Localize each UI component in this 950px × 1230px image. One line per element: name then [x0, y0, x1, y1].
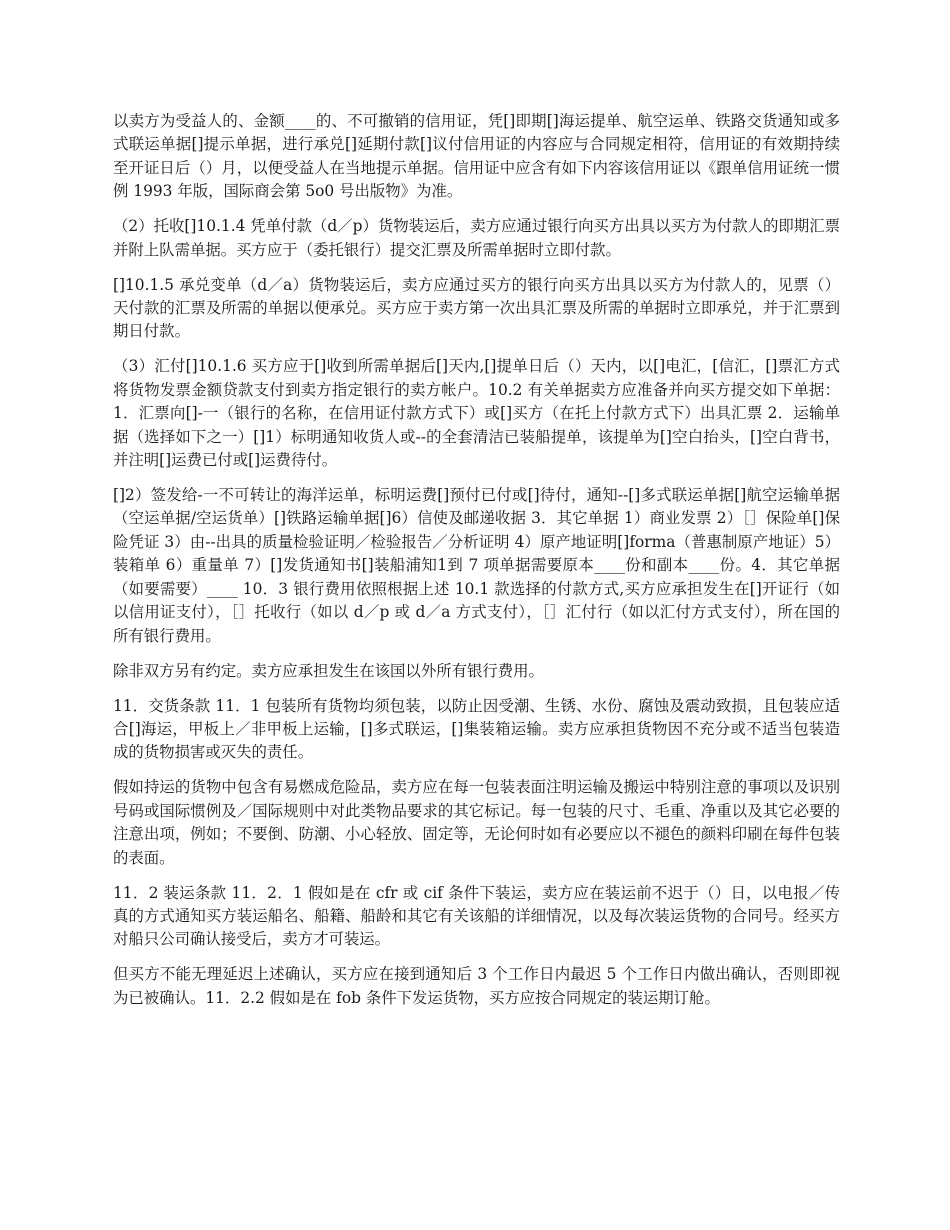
- paragraph-letter-of-credit: 以卖方为受益人的、金额____的、不可撤销的信用证，凭[]即期[]海运提单、航空运单、铁路交货通知或多式联运单据[]提示单据，进行承兑[]延期付款[]议付信用证的内容应与合同规定相符，信用证的有效期持续至开证日后（）月，以便受益人在当地提示单据。信用证中应含有如下内容该信用证以《跟单信用证统一惯例 1993 年版，国际商会第 5o0 号出版物》为准。: [113, 112, 840, 201]
- paragraph-shipping-documents: []2）签发给-一不可转让的海洋运单，标明运费[]预付已付或[]待付，通知--[]多式联运单据[]航空运输单据（空运单据/空运货单）[]铁路运输单据[]6）信使及邮递收据 3．其它单据 1）商业发票 2）［］保险单[]保险凭证 3）由--出具的质量检验证明／检验报告／分析证明 4）原产地证明[]forma（普惠制原产地证）5）装箱单 6）重量单 7）[]发货通知书[]装船浦知1到 7 项单据需要原本____份和副本____份。4．其它单据（如要需要）____ 10．3 银行费用依照根据上述 10.1 款选择的付款方式,买方应承担发生在[]开证行（如以信用证支付），［］托收行（如以 d／p 或 d／a 方式支付），［］汇付行（如以汇付方式支付），所在国的所有银行费用。: [113, 486, 840, 645]
- paragraph-shipment-terms: 11．2 装运条款 11．2．1 假如是在 cfr 或 cif 条件下装运，卖方应在装运前不迟于（）日，以电报／传真的方式通知买方装运船名、船籍、船龄和其它有关该船的详细情况，以及每次装运货物的合同号。经买方对船只公司确认接受后，卖方才可装运。: [113, 883, 840, 949]
- paragraph-collection-dp: （2）托收[]10.1.4 凭单付款（d／p）货物装运后，卖方应通过银行向买方出具以买方为付款人的即期汇票并附上队需单据。买方应于（委托银行）提交汇票及所需单据时立即付款。: [113, 217, 840, 259]
- paragraph-collection-da: []10.1.5 承兑变单（d／a）货物装运后，卖方应通过买方的银行向买方出具以买方为付款人的，见票（）天付款的汇票及所需的单据以便承兑。买方应于卖方第一次出具汇票及所需的单据时立即承兑，并于汇票到期日付款。: [113, 275, 840, 341]
- document-body: [113, 110, 840, 1022]
- paragraph-packing: 11．交货条款 11．1 包装所有货物均须包装，以防止因受潮、生锈、水份、腐蚀及震动致损，且包装应适合[]海运，甲板上／非甲板上运输，[]多式联运，[]集装箱运输。卖方应承担货物因不充分或不适当包装造成的货物损害或灭失的责任。: [113, 696, 840, 762]
- paragraph-bank-charges: 除非双方另有约定。卖方应承担发生在该国以外所有银行费用。: [113, 661, 544, 680]
- paragraph-dangerous-goods: 假如持运的货物中包含有易燃成危险品，卖方应在每一包装表面注明运输及搬运中特别注意的事项以及识别号码或国际惯例及／国际规则中对此类物品要求的其它标记。每一包装的尺寸、毛重、净重以及其它必要的注意出项，例如；不要倒、防潮、小心轻放、固定等，无论何时如有必要应以不褪色的颜料印刷在每件包装的表面。: [113, 778, 840, 867]
- paragraph-confirmation: 但买方不能无理延迟上述确认，买方应在接到通知后 3 个工作日内最迟 5 个工作日内做出确认，否则即视为已被确认。11．2.2 假如是在 fob 条件下发运货物，买方应按合同规定的装运期订舱。: [113, 965, 840, 1007]
- paragraph-remittance: （3）汇付[]10.1.6 买方应于[]收到所需单据后[]天内,[]提单日后（）天内，以[]电汇，[信汇，[]票汇方式将货物发票金额贷款支付到卖方指定银行的卖方帐户。10.2 有关单据卖方应准备并向买方提交如下单据：1．汇票向[]-一（银行的名称，在信用证付款方式下）或[]买方（在托上付款方式下）出具汇票 2．运输单据（选择如下之一）[]1）标明通知收货人或--的全套清洁已装船提单，该提单为[]空白抬头，[]空白背书，并注明[]运费已付或[]运费待付。: [113, 357, 840, 470]
